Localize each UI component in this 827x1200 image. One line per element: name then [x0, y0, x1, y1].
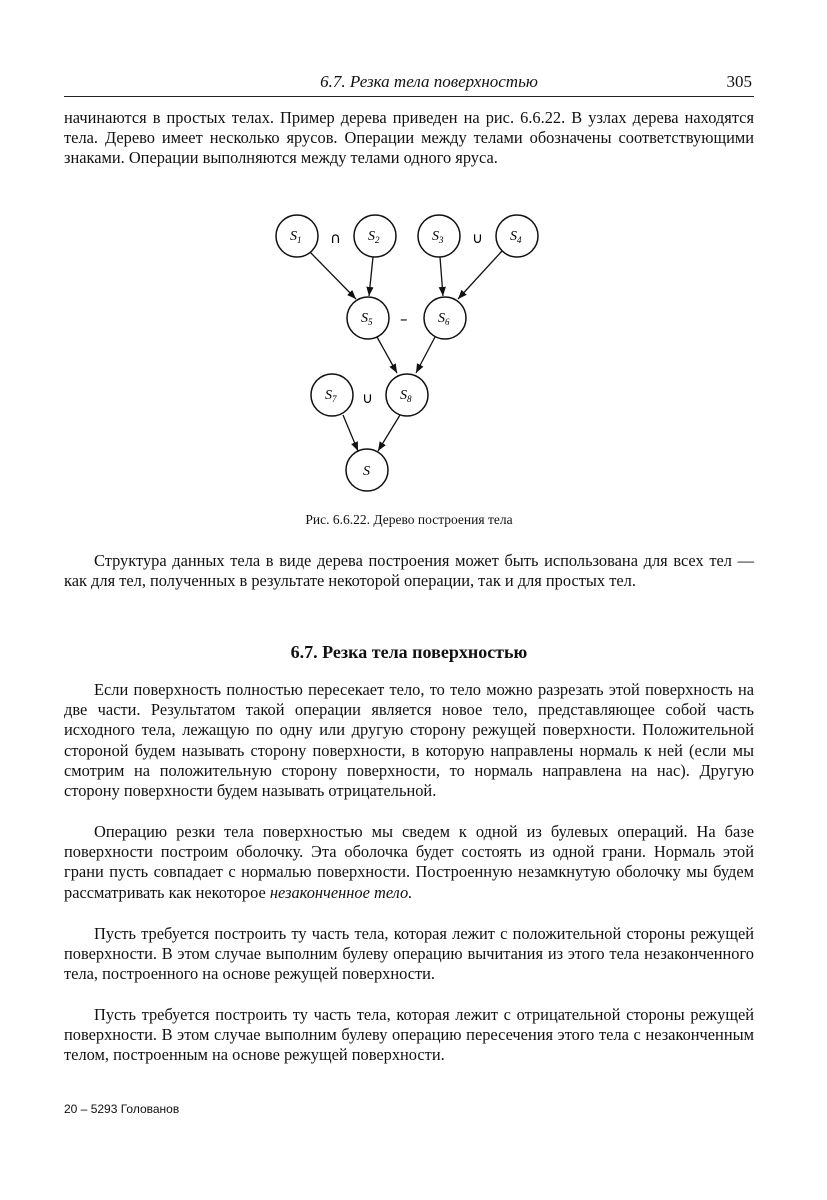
node-s3: [418, 215, 460, 257]
node-label: S: [290, 229, 297, 244]
section-paragraph-4: Пусть требуется построить ту часть тела, которая лежит с отрицательной стороны режущей поверхности. В этом случае выполним булеву операцию пересечения этого тела с незаконченным телом, построенным на основе режущей поверхности.: [64, 1005, 754, 1065]
node-s5: [347, 297, 389, 339]
edge-s7-s: [343, 415, 358, 451]
node-s1: [276, 215, 318, 257]
construction-tree-figure: [260, 205, 570, 495]
after-figure-paragraph: Структура данных тела в виде дерева построения может быть использована для всех тел — как для тел, полученных в результате некоторой операции, так и для простых тел.: [64, 551, 754, 591]
node-subscript: 3: [439, 235, 444, 245]
node-subscript: 6: [445, 317, 450, 327]
node-subscript: 7: [332, 394, 337, 404]
svg-text:S: [363, 464, 370, 479]
op-difference-s5-s6: –: [400, 310, 408, 328]
node-s-result: [346, 449, 388, 491]
node-s2: [354, 215, 396, 257]
op-union-s3-s4: ∪: [472, 229, 483, 247]
page-number: 305: [726, 72, 752, 91]
intro-paragraph: начинаются в простых телах. Пример дерева приведен на рис. 6.6.22. В узлах дерева находятся тела. Дерево имеет несколько ярусов. Операции между телами обозначены соответствующими знаками. Операции выполняются между телами одного яруса.: [64, 108, 754, 168]
node-label: S: [510, 229, 517, 244]
node-label: S: [438, 311, 445, 326]
section-heading: 6.7. Резка тела поверхностью: [290, 642, 528, 662]
edge-s4-s6: [458, 251, 502, 299]
node-subscript: 2: [375, 235, 380, 245]
node-subscript: 4: [517, 235, 522, 245]
op-intersection-s1-s2: ∩: [330, 229, 341, 247]
op-union-s7-s8: ∪: [362, 389, 373, 407]
node-subscript: 5: [368, 317, 373, 327]
node-label: S: [363, 464, 370, 479]
node-label: S: [400, 388, 407, 403]
signature-footer: 20 – 5293 Голованов: [64, 1102, 180, 1116]
node-subscript: 1: [297, 235, 302, 245]
page-header: [64, 70, 754, 97]
node-s7: [311, 374, 353, 416]
node-label: S: [361, 311, 368, 326]
edge-s5-s8: [377, 337, 397, 373]
node-label: S: [368, 229, 375, 244]
section-paragraph-2-text: Операцию резки тела поверхностью мы сведем к одной из булевых операций. На базе поверхности построим оболочку. Эта оболочка будет состоять из одной грани. Нормаль этой грани пусть совпадает с нормалью поверхности. Построенную незамкнутую оболочку мы будем рассматривать как некоторое: [64, 822, 754, 902]
edge-s8-s: [378, 415, 400, 451]
section-paragraph-3: Пусть требуется построить ту часть тела, которая лежит с положительной стороны режущей поверхности. В этом случае выполним булеву операцию вычитания из этого тела незаконченного тела, построенного на основе режущей поверхности.: [64, 924, 754, 984]
running-section-title: 6.7. Резка тела поверхностью: [320, 72, 538, 91]
section-paragraph-2: [64, 822, 754, 903]
node-s4: [496, 215, 538, 257]
section-paragraph-1: Если поверхность полностью пересекает тело, то тело можно разрезать этой поверхность на две части. Результатом такой операции является новое тело, представляющее собой часть исходного тела, лежащую по одну или другую сторону режущей поверхности. Положительной стороной будем называть сторону поверхности, в которую направлены нормаль к ней (если мы смотрим на положительную сторону поверхности, то нормаль направлена на нас). Другую сторону поверхности будем называть отрицательной.: [64, 680, 754, 801]
edge-s6-s8: [416, 337, 435, 373]
node-label: S: [432, 229, 439, 244]
edge-s1-s5: [309, 251, 356, 299]
unfinished-body-term: незаконченное тело.: [269, 882, 413, 902]
node-s6: [424, 297, 466, 339]
node-label: S: [325, 388, 332, 403]
edge-s2-s5: [369, 257, 373, 296]
edge-s3-s6: [440, 257, 443, 296]
node-s8: [386, 374, 428, 416]
node-subscript: 8: [407, 394, 412, 404]
figure-caption: Рис. 6.6.22. Дерево построения тела: [305, 512, 513, 527]
